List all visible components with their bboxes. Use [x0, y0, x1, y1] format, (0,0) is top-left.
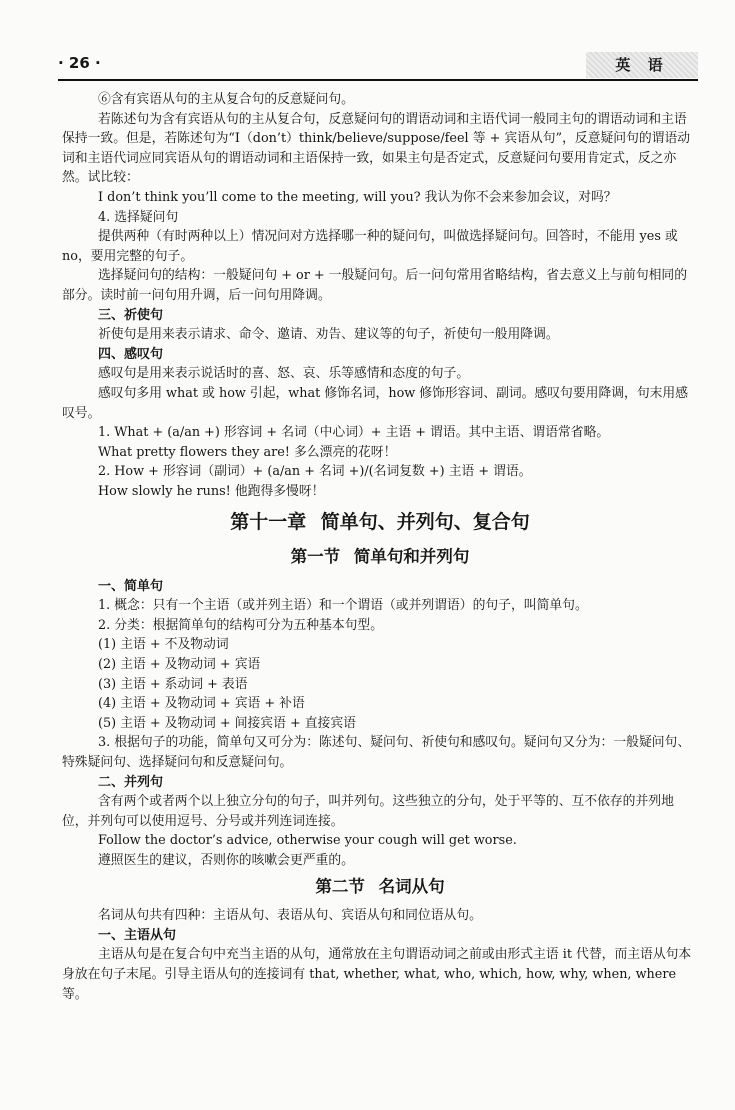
- paragraph: Follow the doctor’s advice, otherwise your cough will get worse.: [98, 833, 517, 849]
- paragraph: 2. 分类：根据简单句的结构可分为五种基本句型。: [98, 617, 384, 633]
- section-heading: 四、感叹句: [98, 346, 164, 362]
- paragraph: (3) 主语 + 系动词 + 表语: [98, 676, 248, 692]
- section-heading: 二、并列句: [98, 774, 164, 790]
- section-title: 第一节 简单句和并列句: [290, 547, 470, 567]
- paragraph: (1) 主语 + 不及物动词: [98, 637, 229, 653]
- paragraph: (4) 主语 + 及物动词 + 宾语 + 补语: [98, 696, 305, 712]
- paragraph: 选择疑问句的结构：一般疑问句 + or + 一般疑问句。后一问句常用省略结构，省去意义上与前句相同的部分。读时前一问句用升调，后一问句用降调。: [62, 268, 688, 303]
- paragraph: 感叹句是用来表示说话时的喜、怒、哀、乐等感情和态度的句子。: [98, 366, 470, 382]
- header-rule: [58, 79, 698, 81]
- paragraph: I don’t think you’ll come to the meeting, will you? 我认为你不会来参加会议，对吗？: [98, 189, 617, 205]
- paragraph: 1. What + (a/an +) 形容词 + 名词（中心词）+ 主语 + 谓语。其中主语、谓语常省略。: [98, 425, 610, 441]
- paragraph: 若陈述句为含有宾语从句的主从复合句，反意疑问句的谓语动词和主语代词一般同主句的谓语动词和主语保持一致。但是，若陈述句为“I（don’t）think/believe/suppose/feel 等 + 宾语从句”，反意疑问句的谓语动词和主语代词应同宾语从句的谓语动词和主语保持一致，如果主句是否定式，反意疑问句要用肯定式，反之亦然。试比较：: [62, 111, 691, 186]
- page-body: [62, 90, 698, 1004]
- paragraph: 3. 根据句子的功能，简单句又可分为：陈述句、疑问句、祈使句和感叹句。疑问句又分为：一般疑问句、特殊疑问句、选择疑问句和反意疑问句。: [62, 735, 691, 770]
- paragraph: ⑥含有宾语从句的主从复合句的反意疑问句。: [98, 92, 354, 107]
- paragraph: 遵照医生的建议，否则你的咳嗽会更严重的。: [98, 852, 354, 868]
- paragraph: (2) 主语 + 及物动词 + 宾语: [98, 657, 261, 673]
- chapter-title: 第十一章 简单句、并列句、复合句: [230, 511, 530, 534]
- paragraph: 名词从句共有四种：主语从句、表语从句、宾语从句和同位语从句。: [98, 908, 482, 924]
- paragraph: How slowly he runs! 他跑得多慢呀！: [98, 483, 325, 499]
- paragraph: 2. How + 形容词（副词）+ (a/an + 名词 +)/(名词复数 +) 主语 + 谓语。: [98, 464, 532, 480]
- paragraph: 1. 概念：只有一个主语（或并列主语）和一个谓语（或并列谓语）的句子，叫简单句。: [98, 598, 588, 614]
- section-heading: 一、简单句: [98, 578, 164, 594]
- paragraph: (5) 主语 + 及物动词 + 间接宾语 + 直接宾语: [98, 715, 356, 731]
- page-header: [58, 52, 698, 80]
- section-title: 第二节 名词从句: [315, 876, 445, 896]
- paragraph: 4. 选择疑问句: [98, 209, 179, 225]
- section-heading: 一、主语从句: [98, 927, 177, 943]
- paragraph: 主语从句是在复合句中充当主语的从句，通常放在主句谓语动词之前或由形式主语 it 代替，而主语从句本身放在句子末尾。引导主语从句的连接词有 that, whether, what, who, which, how, why, when, where 等。: [62, 947, 692, 1002]
- section-heading: 三、祈使句: [98, 307, 164, 323]
- subject-label: 英 语: [586, 52, 698, 78]
- page-number: · 26 ·: [58, 54, 101, 72]
- paragraph: 提供两种（有时两种以上）情况问对方选择哪一种的疑问句，叫做选择疑问句。回答时，不能用 yes 或 no，要用完整的句子。: [62, 229, 678, 264]
- paragraph: 感叹句多用 what 或 how 引起，what 修饰名词，how 修饰形容词、副词。感叹句要用降调，句末用感叹号。: [62, 385, 689, 421]
- paragraph: 含有两个或者两个以上独立分句的句子，叫并列句。这些独立的分句，处于平等的、互不依存的并列地位，并列句可以使用逗号、分号或并列连词连接。: [62, 794, 674, 829]
- paragraph: What pretty flowers they are! 多么漂亮的花呀！: [98, 444, 397, 460]
- paragraph: 祈使句是用来表示请求、命令、邀请、劝告、建议等的句子，祈使句一般用降调。: [98, 327, 559, 343]
